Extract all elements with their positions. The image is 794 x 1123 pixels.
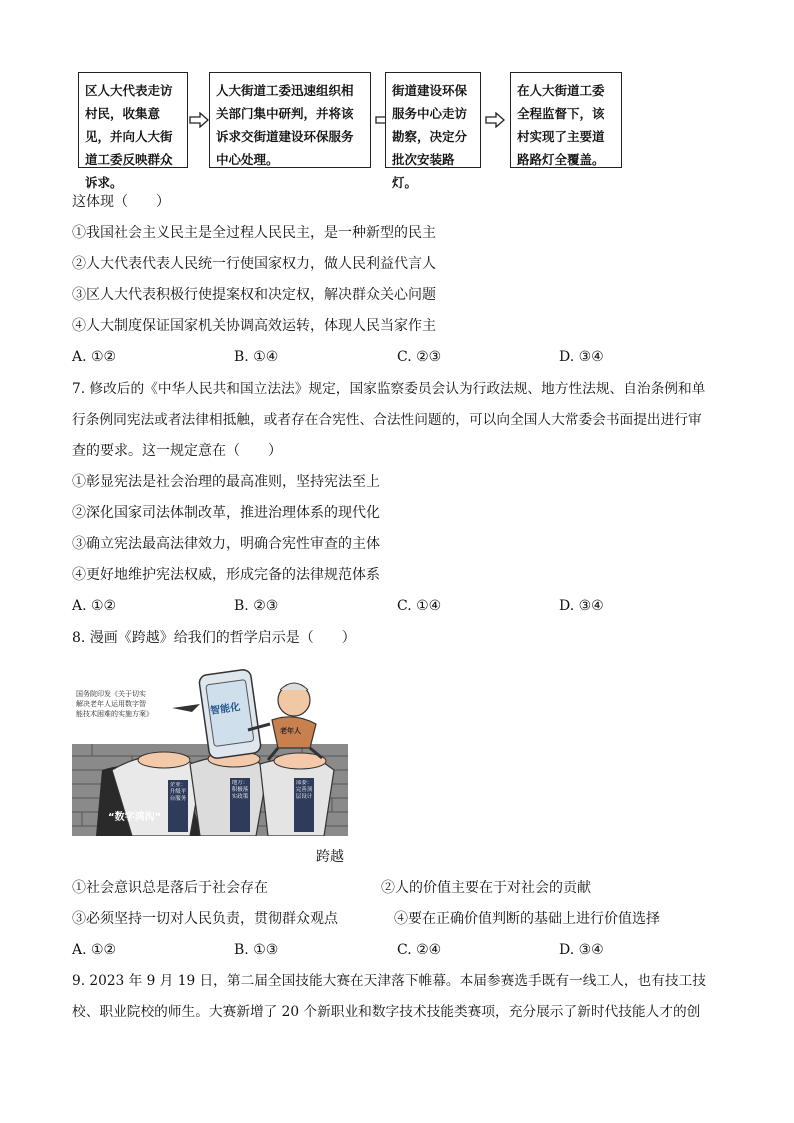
q6-stem: 这体现（ ） [72, 194, 170, 210]
q6-item-2: ②人大代表代表人民统一行使国家权力，做人民利益代言人 [72, 256, 436, 272]
process-flowchart [78, 72, 623, 190]
q8-item-3: ③必须坚持一切对人民负责，贯彻群众观点 [72, 911, 338, 927]
crossing-cartoon [72, 660, 348, 836]
cartoon-ribbon-local: 地方：积极落实政策 [231, 780, 249, 800]
flow-step-4: 在人大街道工委全程监督下，该村实现了主要道路路灯全覆盖。 [510, 72, 622, 168]
q7-option-c[interactable]: C. ①④ [397, 598, 442, 614]
q8-stem: 8. 漫画《跨越》给我们的哲学启示是（ ） [72, 630, 356, 646]
q7-item-4: ④更好地维护宪法权威，形成完备的法律规范体系 [72, 567, 380, 583]
cartoon-ribbon-enterprise: 企业：升级平台服务 [169, 782, 187, 802]
flow-step-1: 区人大代表走访村民，收集意见，并向人大街道工委反映群众诉求。 [78, 72, 188, 168]
q8-option-d[interactable]: D. ③④ [559, 942, 604, 958]
q7-stem-line-3: 查的要求。这一规定意在（ ） [72, 443, 282, 459]
q8-option-c[interactable]: C. ②④ [397, 942, 442, 958]
q8-item-1: ①社会意识总是落后于社会存在 [72, 880, 268, 896]
q8-option-a[interactable]: A. ①② [72, 942, 117, 958]
right-arrow-icon [189, 112, 209, 128]
q9-stem-line-1: 9. 2023 年 9 月 19 日，第二届全国技能大赛在天津落下帷幕。本届参赛选手既有一线工人，也有技工技 [72, 973, 706, 989]
right-arrow-icon [485, 112, 505, 128]
q6-option-c[interactable]: C. ②③ [397, 349, 442, 365]
flow-step-2: 人大街道工委迅速组织相关部门集中研判，并将该诉求交街道建设环保服务中心处理。 [209, 72, 371, 168]
q7-item-3: ③确立宪法最高法律效力，明确合宪性审查的主体 [72, 536, 380, 552]
cartoon-ribbon-ministry: 部委：完善顶层设计 [295, 780, 313, 800]
cartoon-gap-label: “数字鸿沟” [108, 812, 162, 823]
q7-stem-line-2: 行条例同宪法或者法律相抵触，或者存在合宪性、合法性问题的，可以向全国人大常委会书面提出进行审 [72, 412, 702, 428]
q6-option-b[interactable]: B. ①④ [234, 349, 279, 365]
q6-item-1: ①我国社会主义民主是全过程人民民主，是一种新型的民主 [72, 225, 436, 241]
q7-stem-line-1: 7. 修改后的《中华人民共和国立法法》规定，国家监察委员会认为行政法规、地方性法规、自治条例和单 [72, 381, 706, 397]
cartoon-notice: 国务院印发《关于切实 解决老年人运用数字智 能技术困难的实施方案》 [76, 690, 153, 718]
flow-step-3: 街道建设环保服务中心走访勘察，决定分批次安装路灯。 [385, 72, 481, 168]
cartoon-phone-label: 智能化 [209, 701, 241, 718]
q8-item-2: ②人的价值主要在于对社会的贡献 [381, 880, 591, 896]
q7-option-d[interactable]: D. ③④ [559, 598, 604, 614]
q7-option-a[interactable]: A. ①② [72, 598, 117, 614]
q7-item-2: ②深化国家司法体制改革，推进治理体系的现代化 [72, 505, 380, 521]
q6-item-4: ④人大制度保证国家机关协调高效运转，体现人民当家作主 [72, 318, 436, 334]
cartoon-caption: 跨越 [316, 849, 344, 865]
q6-option-a[interactable]: A. ①② [72, 349, 117, 365]
q6-item-3: ③区人大代表积极行使提案权和决定权，解决群众关心问题 [72, 287, 436, 303]
q7-item-1: ①彰显宪法是社会治理的最高准则，坚持宪法至上 [72, 474, 380, 490]
q9-stem-line-2: 校、职业院校的师生。大赛新增了 20 个新职业和数字技术技能类赛项，充分展示了新时代技能人才的创 [72, 1004, 701, 1020]
q8-item-4: ④要在正确价值判断的基础上进行价值选择 [394, 911, 660, 927]
q6-option-d[interactable]: D. ③④ [559, 349, 604, 365]
q8-option-b[interactable]: B. ①③ [234, 942, 279, 958]
cartoon-elder-label: 老年人 [280, 727, 301, 735]
q7-option-b[interactable]: B. ②③ [234, 598, 279, 614]
